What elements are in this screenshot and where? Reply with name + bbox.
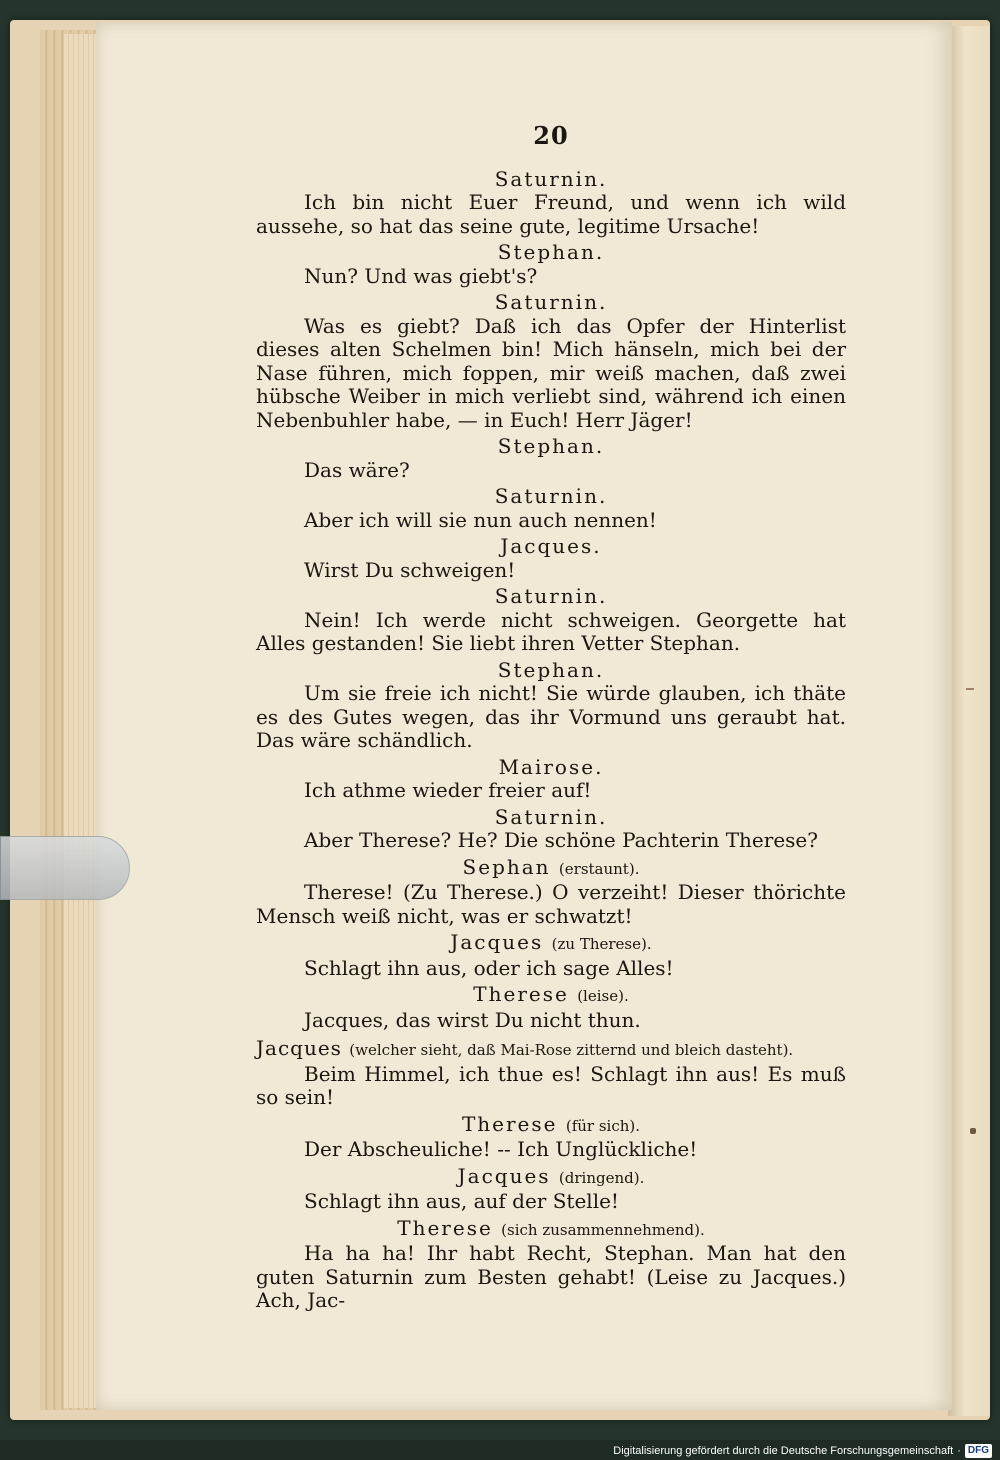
speaker-name: Jacques. bbox=[500, 534, 602, 558]
speech-line: Was es giebt? Daß ich das Opfer der Hinterlist dieses alten Schelmen bin! Mich hänseln, mich bei der Nase führen, mich foppen, mir weiß machen, daß zwei hübsche Weiber in mich verliebt sind, während ich einen Nebenbuhler habe, — in Euch! Herr Jäger! bbox=[256, 313, 846, 432]
speech-line: Aber ich will sie nun auch nennen! bbox=[304, 507, 657, 532]
speaker-name: Therese bbox=[461, 1111, 558, 1136]
speaker-heading bbox=[256, 1113, 846, 1139]
page-stack-inner bbox=[64, 34, 100, 1408]
credit-text: Digitalisierung gefördert durch die Deutsche Forschungsgemeinschaft bbox=[613, 1445, 954, 1457]
speaker-heading bbox=[256, 291, 846, 315]
speaker-name: Stephan. bbox=[497, 657, 605, 682]
stage-direction: (leise). bbox=[577, 987, 629, 1005]
speaker-heading bbox=[256, 435, 846, 459]
speech-line: Aber Therese? He? Die schöne Pachterin Therese? bbox=[304, 828, 818, 852]
speaker-heading bbox=[256, 168, 846, 192]
page-mark bbox=[970, 1128, 976, 1134]
speech-line: Wirst Du schweigen! bbox=[304, 557, 516, 582]
speech-line: Schlagt ihn aus, oder ich sage Alles! bbox=[304, 955, 674, 980]
speaker-heading bbox=[256, 856, 846, 882]
speech-line: Ich athme wieder freier auf! bbox=[304, 778, 592, 802]
dfg-logo: DFG bbox=[965, 1444, 992, 1458]
scan-thumb-tab bbox=[0, 836, 130, 900]
speaker-name: Therese bbox=[397, 1215, 493, 1240]
speech-line: Das wäre? bbox=[304, 457, 410, 482]
page-number: 20 bbox=[533, 121, 569, 150]
speech-line: Ha ha ha! Ihr habt Recht, Stephan. Man hat den guten Saturnin zum Besten gehabt! (Leise zu Jacques.) Ach, Jac- bbox=[256, 1241, 846, 1312]
speaker-name: Saturnin. bbox=[494, 804, 608, 829]
speaker-name: Stephan. bbox=[497, 434, 605, 458]
speaker-heading bbox=[256, 756, 846, 780]
stage-direction: (zu Therese). bbox=[551, 935, 652, 953]
stage-direction: (erstaunt). bbox=[558, 859, 640, 878]
speech-line: Ich bin nicht Euer Freund, und wenn ich wild aussehe, so hat das seine gute, legitime Ursache! bbox=[256, 190, 846, 238]
speech-line: Um sie freie ich nicht! Sie würde glauben, ich thäte es des Gutes wegen, das ihr Vormund uns geraubt hat. Das wäre schändlich. bbox=[256, 681, 846, 752]
page-text bbox=[256, 121, 846, 1313]
stage-direction: (sich zusammennehmend). bbox=[501, 1220, 705, 1239]
speaker-heading bbox=[256, 241, 846, 265]
speaker-name: Saturnin. bbox=[494, 484, 608, 508]
speaker-heading bbox=[256, 931, 846, 957]
speaker-name: Therese bbox=[473, 982, 569, 1006]
speaker-heading bbox=[256, 1165, 846, 1191]
facing-page-edge bbox=[948, 26, 990, 1416]
stage-direction: (dringend). bbox=[558, 1168, 645, 1187]
stage-direction: (für sich). bbox=[565, 1116, 641, 1135]
speaker-heading bbox=[256, 1037, 846, 1063]
dialogue-lines bbox=[256, 168, 846, 1313]
speech-line: Jacques, das wirst Du nicht thun. bbox=[304, 1007, 641, 1032]
credit-separator: · bbox=[957, 1445, 961, 1457]
speaker-name: Mairose. bbox=[498, 754, 604, 779]
speaker-heading bbox=[256, 983, 846, 1009]
speaker-name: Saturnin. bbox=[494, 166, 608, 191]
speaker-name: Saturnin. bbox=[494, 584, 608, 608]
speaker-heading bbox=[256, 659, 846, 683]
speaker-name: Sephan bbox=[462, 854, 551, 879]
speech-line: Nun? Und was giebt's? bbox=[304, 263, 538, 288]
stage-direction: (welcher sieht, daß Mai-Rose zitternd und bleich dasteht). bbox=[349, 1041, 794, 1059]
speech-line: Nein! Ich werde nicht schweigen. Georgette hat Alles gestanden! Sie liebt ihren Vetter Stephan. bbox=[256, 607, 846, 655]
speaker-name: Jacques bbox=[450, 930, 544, 954]
speaker-name: Stephan. bbox=[497, 240, 605, 264]
speech-line: Therese! (Zu Therese.) O verzeiht! Dieser thörichte Mensch weiß nicht, was er schwatzt! bbox=[256, 880, 846, 928]
speaker-name: Jacques bbox=[457, 1163, 551, 1188]
digitization-credit bbox=[613, 1443, 992, 1459]
speaker-name: Saturnin. bbox=[494, 290, 608, 314]
page-mark bbox=[966, 688, 974, 690]
speaker-heading bbox=[256, 1217, 846, 1243]
speaker-name: Jacques bbox=[256, 1036, 342, 1060]
speaker-heading bbox=[256, 806, 846, 830]
speech-line: Beim Himmel, ich thue es! Schlagt ihn aus! Es muß so sein! bbox=[256, 1061, 846, 1109]
speaker-heading bbox=[256, 535, 846, 559]
speech-line: Schlagt ihn aus, auf der Stelle! bbox=[304, 1189, 619, 1213]
speech-line: Der Abscheuliche! -- Ich Unglückliche! bbox=[304, 1137, 698, 1161]
speaker-heading bbox=[256, 585, 846, 609]
speaker-heading bbox=[256, 485, 846, 509]
